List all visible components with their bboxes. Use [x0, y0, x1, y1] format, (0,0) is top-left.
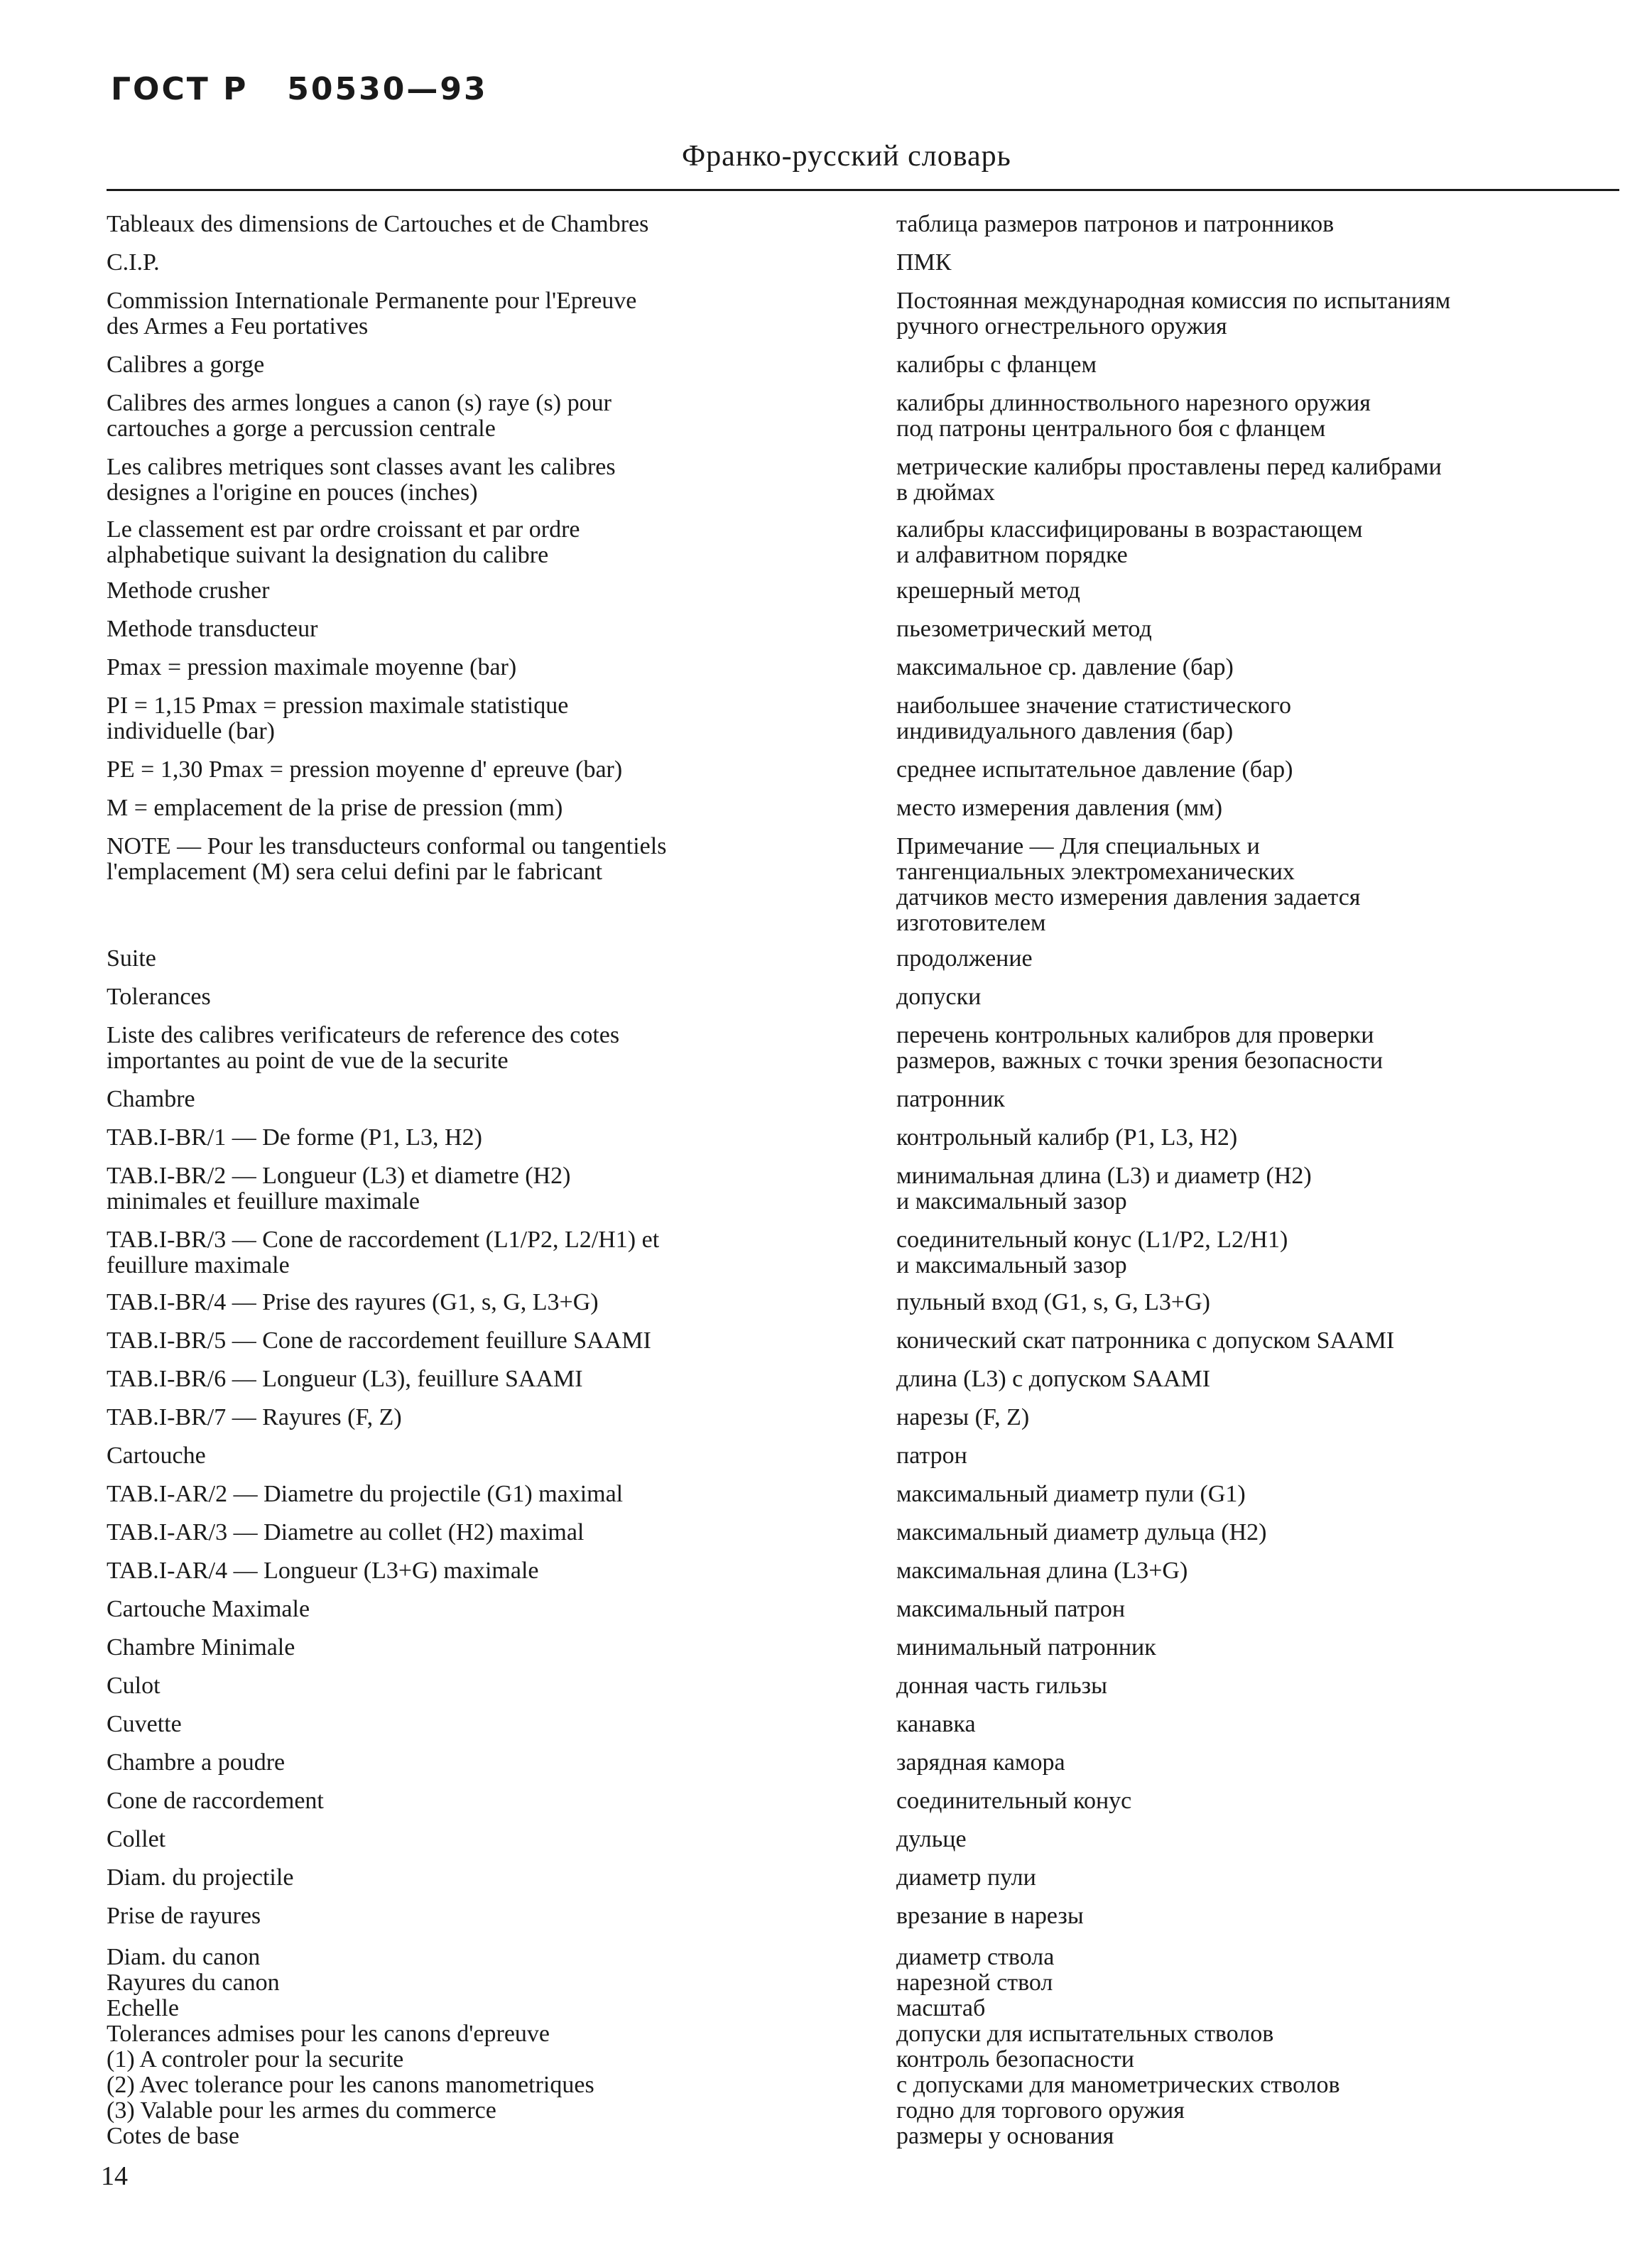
russian-term-line: контрольный калибр (P1, L3, H2): [896, 1124, 1238, 1151]
french-term-line: Commission Internationale Permanente pour l'Epreuve: [107, 288, 637, 314]
russian-term: [896, 391, 1371, 442]
french-term-line: Culot: [107, 1673, 161, 1699]
russian-term: [896, 1635, 1156, 1661]
french-term-line: TAB.I-BR/7 — Rayures (F, Z): [107, 1404, 402, 1430]
russian-term-line: контроль безопасности: [896, 2046, 1134, 2072]
french-term-line: TAB.I-BR/4 — Prise des rayures (G1, s, G, L3+G): [107, 1289, 599, 1315]
russian-term-line: размеры у основания: [896, 2123, 1114, 2149]
french-term-line: cartouches a gorge a percussion centrale: [107, 415, 496, 442]
french-term-line: minimales et feuillure maximale: [107, 1188, 420, 1215]
russian-term: [896, 1087, 1005, 1112]
french-term-line: importantes au point de vue de la securite: [107, 1048, 509, 1074]
french-term-line: Cuvette: [107, 1711, 182, 1737]
french-term-line: Diam. du canon: [107, 1944, 261, 1970]
french-term: [107, 1087, 195, 1112]
russian-term: [896, 288, 1450, 339]
french-term-line: Cone de raccordement: [107, 1788, 324, 1814]
french-term: [107, 1996, 179, 2021]
russian-term: [896, 1290, 1210, 1315]
russian-term-line: допуски: [896, 984, 982, 1010]
russian-term-line: патрон: [896, 1443, 967, 1469]
french-term: [107, 1023, 619, 1074]
french-term-line: Collet: [107, 1826, 166, 1852]
russian-term-line: под патроны центрального боя с фланцем: [896, 415, 1326, 442]
russian-term: [896, 1970, 1053, 1996]
page-title: Франко-русский словарь: [682, 140, 1011, 173]
russian-term-line: наибольшее значение статистического: [896, 692, 1291, 719]
russian-term: [896, 1827, 967, 1852]
french-term: [107, 1482, 623, 1507]
russian-term-line: продолжение: [896, 945, 1033, 972]
french-term-line: feuillure maximale: [107, 1252, 290, 1278]
french-term-line: Echelle: [107, 1995, 179, 2021]
french-term: [107, 2047, 403, 2072]
russian-term-line: среднее испытательное давление (бар): [896, 756, 1293, 783]
french-term-line: des Armes a Feu portatives: [107, 313, 369, 339]
russian-term-line: место измерения давления (мм): [896, 795, 1223, 821]
french-term: [107, 1520, 584, 1545]
page-number: 14: [101, 2161, 128, 2191]
french-term: [107, 655, 516, 680]
russian-term: [896, 1367, 1210, 1392]
russian-term-line: в дюймах: [896, 479, 995, 506]
french-term: [107, 578, 269, 604]
french-term-line: l'emplacement (M) sera celui defini par le fabricant: [107, 859, 603, 885]
russian-term-line: калибры длинноствольного нарезного оружия: [896, 390, 1371, 416]
french-term: [107, 2124, 239, 2149]
russian-term-line: ручного огнестрельного оружия: [896, 313, 1227, 339]
russian-term-line: и алфавитном порядке: [896, 542, 1128, 568]
russian-term: [896, 757, 1293, 783]
french-term: [107, 2072, 594, 2098]
french-term: [107, 288, 636, 339]
russian-term: [896, 1750, 1065, 1776]
russian-term-line: минимальная длина (L3) и диаметр (H2): [896, 1163, 1312, 1189]
french-term: [107, 757, 622, 783]
french-term-line: Tolerances: [107, 984, 211, 1010]
french-term-line: Cartouche Maximale: [107, 1596, 310, 1622]
russian-term: [896, 795, 1222, 821]
french-term-line: Pmax = pression maximale moyenne (bar): [107, 654, 517, 680]
french-term: [107, 1328, 651, 1354]
russian-term-line: максимальный диаметр дульца (H2): [896, 1519, 1267, 1545]
russian-term-line: максимальный диаметр пули (G1): [896, 1481, 1246, 1507]
document-code: ГОСТ Р 50530—93: [111, 71, 488, 107]
russian-term-line: конический скат патронника с допуском SAAMI: [896, 1327, 1395, 1354]
russian-term: [896, 1125, 1237, 1151]
french-term: [107, 616, 317, 642]
russian-term-line: нарезной ствол: [896, 1970, 1053, 1996]
french-term: [107, 1163, 571, 1215]
french-term-line: Tableaux des dimensions de Cartouches et de Chambres: [107, 211, 649, 237]
russian-term-line: минимальный патронник: [896, 1634, 1156, 1661]
french-term-line: Cotes de base: [107, 2123, 239, 2149]
french-term: [107, 1227, 659, 1278]
french-term-line: Liste des calibres verificateurs de reference des cotes: [107, 1022, 620, 1048]
russian-term-line: нарезы (F, Z): [896, 1404, 1030, 1430]
french-term: [107, 1405, 402, 1430]
russian-term: [896, 352, 1097, 378]
french-term-line: Diam. du projectile: [107, 1864, 294, 1891]
russian-term: [896, 2072, 1340, 2098]
french-term-line: individuelle (bar): [107, 718, 275, 744]
french-term: [107, 517, 580, 568]
russian-term: [896, 1903, 1084, 1929]
french-term-line: M = emplacement de la prise de pression (mm): [107, 795, 563, 821]
french-term-line: designes a l'origine en pouces (inches): [107, 479, 478, 506]
french-term-line: Tolerances admises pour les canons d'epreuve: [107, 2021, 550, 2047]
french-term: [107, 1750, 285, 1776]
russian-term: [896, 1673, 1107, 1699]
french-term-line: Suite: [107, 945, 156, 972]
russian-term: [896, 1227, 1288, 1278]
russian-term: [896, 1996, 985, 2021]
russian-term: [896, 250, 951, 276]
french-term: [107, 352, 264, 378]
russian-term-line: размеров, важных с точки зрения безопасности: [896, 1048, 1384, 1074]
french-term: [107, 946, 156, 972]
russian-term: [896, 1328, 1394, 1354]
french-term-line: Methode crusher: [107, 577, 270, 604]
russian-term-line: калибры с фланцем: [896, 352, 1097, 378]
french-term-line: TAB.I-BR/6 — Longueur (L3), feuillure SAAMI: [107, 1366, 583, 1392]
french-term: [107, 1827, 165, 1852]
french-term-line: TAB.I-BR/2 — Longueur (L3) et diametre (H2): [107, 1163, 571, 1189]
russian-term: [896, 693, 1291, 744]
russian-term-line: датчиков место измерения давления задается: [896, 884, 1361, 911]
french-term: [107, 1597, 310, 1622]
french-term: [107, 212, 648, 237]
french-term: [107, 1558, 538, 1584]
french-term-line: Prise de rayures: [107, 1903, 261, 1929]
french-term-line: Chambre a poudre: [107, 1749, 286, 1776]
french-term-line: Rayures du canon: [107, 1970, 280, 1996]
french-term-line: Les calibres metriques sont classes avant les calibres: [107, 454, 616, 480]
russian-term: [896, 517, 1363, 568]
russian-term-line: изготовителем: [896, 910, 1046, 936]
russian-term-line: метрические калибры проставлены перед калибрами: [896, 454, 1442, 480]
russian-term-line: врезание в нарезы: [896, 1903, 1084, 1929]
russian-term: [896, 616, 1152, 642]
french-term-line: TAB.I-AR/3 — Diametre au collet (H2) maximal: [107, 1519, 585, 1545]
russian-term: [896, 1558, 1188, 1584]
french-term: [107, 250, 160, 276]
french-term-line: TAB.I-AR/2 — Diametre du projectile (G1) maximal: [107, 1481, 624, 1507]
russian-term-line: таблица размеров патронов и патронников: [896, 211, 1335, 237]
french-term-line: (1) A controler pour la securite: [107, 2046, 404, 2072]
french-term-line: TAB.I-BR/3 — Cone de raccordement (L1/P2, L2/H1) et: [107, 1227, 660, 1253]
french-term-line: NOTE — Pour les transducteurs conformal ou tangentiels: [107, 833, 667, 859]
russian-term-line: перечень контрольных калибров для проверки: [896, 1022, 1374, 1048]
russian-term-line: и максимальный зазор: [896, 1252, 1127, 1278]
french-term-line: Calibres des armes longues a canon (s) raye (s) pour: [107, 390, 612, 416]
russian-term-line: пульный вход (G1, s, G, L3+G): [896, 1289, 1210, 1315]
russian-term: [896, 1788, 1131, 1814]
french-term: [107, 2021, 550, 2047]
russian-term-line: годно для торгового оружия: [896, 2097, 1185, 2124]
russian-term: [896, 1865, 1036, 1891]
russian-term-line: патронник: [896, 1086, 1005, 1112]
french-term: [107, 1945, 260, 1970]
french-term: [107, 1125, 482, 1151]
french-term-line: TAB.I-AR/4 — Longueur (L3+G) maximale: [107, 1558, 539, 1584]
french-term-line: TAB.I-BR/1 — De forme (P1, L3, H2): [107, 1124, 482, 1151]
french-term-line: C.I.P.: [107, 249, 160, 276]
french-term-line: TAB.I-BR/5 — Cone de raccordement feuillure SAAMI: [107, 1327, 651, 1354]
russian-term: [896, 1712, 976, 1737]
russian-term-line: донная часть гильзы: [896, 1673, 1107, 1699]
russian-term: [896, 834, 1360, 936]
russian-term-line: Примечание — Для специальных и: [896, 833, 1260, 859]
russian-term-line: соединительный конус: [896, 1788, 1132, 1814]
russian-term: [896, 212, 1334, 237]
russian-term-line: с допусками для манометрических стволов: [896, 2072, 1340, 2098]
russian-term: [896, 1597, 1125, 1622]
russian-term-line: канавка: [896, 1711, 976, 1737]
french-term: [107, 1367, 583, 1392]
russian-term: [896, 655, 1234, 680]
russian-term: [896, 2124, 1114, 2149]
russian-term-line: пьезометрический метод: [896, 616, 1152, 642]
french-term: [107, 984, 211, 1010]
russian-term-line: допуски для испытательных стволов: [896, 2021, 1274, 2047]
french-term: [107, 693, 568, 744]
russian-term: [896, 1163, 1312, 1215]
french-term-line: Chambre: [107, 1086, 195, 1112]
french-term: [107, 1865, 293, 1891]
russian-term-line: максимальный патрон: [896, 1596, 1126, 1622]
french-term: [107, 795, 563, 821]
russian-term: [896, 1520, 1266, 1545]
french-term-line: Le classement est par ordre croissant et par ordre: [107, 516, 580, 543]
russian-term-line: индивидуального давления (бар): [896, 718, 1234, 744]
russian-term: [896, 1945, 1054, 1970]
french-term: [107, 455, 616, 506]
russian-term-line: калибры классифицированы в возрастающем: [896, 516, 1363, 543]
french-term: [107, 834, 666, 885]
french-term-line: (2) Avec tolerance pour les canons manometriques: [107, 2072, 594, 2098]
russian-term-line: ПМК: [896, 249, 952, 276]
russian-term-line: зарядная камора: [896, 1749, 1065, 1776]
russian-term-line: и максимальный зазор: [896, 1188, 1127, 1215]
french-term: [107, 1635, 295, 1661]
russian-term-line: масштаб: [896, 1995, 986, 2021]
french-term-line: Cartouche: [107, 1443, 206, 1469]
russian-term: [896, 2021, 1273, 2047]
russian-term-line: Постоянная международная комиссия по испытаниям: [896, 288, 1451, 314]
french-term: [107, 2098, 496, 2124]
russian-term: [896, 1405, 1029, 1430]
russian-term-line: диаметр пули: [896, 1864, 1036, 1891]
french-term: [107, 1970, 280, 1996]
russian-term: [896, 2047, 1134, 2072]
russian-term-line: соединительный конус (L1/P2, L2/H1): [896, 1227, 1288, 1253]
russian-term-line: дульце: [896, 1826, 967, 1852]
russian-term: [896, 1023, 1383, 1074]
russian-term: [896, 455, 1442, 506]
russian-term-line: тангенциальных электромеханических: [896, 859, 1295, 885]
french-term: [107, 1443, 206, 1469]
french-term-line: Chambre Minimale: [107, 1634, 295, 1661]
russian-term-line: максимальное ср. давление (бар): [896, 654, 1234, 680]
french-term-line: Calibres a gorge: [107, 352, 265, 378]
russian-term: [896, 2098, 1185, 2124]
russian-term: [896, 946, 1033, 972]
russian-term: [896, 1482, 1246, 1507]
russian-term: [896, 1443, 967, 1469]
russian-term: [896, 984, 981, 1010]
french-term-line: Methode transducteur: [107, 616, 318, 642]
french-term: [107, 1712, 182, 1737]
french-term-line: PE = 1,30 Pmax = pression moyenne d' epreuve (bar): [107, 756, 623, 783]
french-term-line: alphabetique suivant la designation du calibre: [107, 542, 549, 568]
russian-term-line: максимальная длина (L3+G): [896, 1558, 1188, 1584]
russian-term: [896, 578, 1080, 604]
french-term: [107, 1673, 161, 1699]
russian-term-line: длина (L3) с допуском SAAMI: [896, 1366, 1211, 1392]
french-term-line: PI = 1,15 Pmax = pression maximale statistique: [107, 692, 569, 719]
french-term: [107, 1290, 599, 1315]
russian-term-line: диаметр ствола: [896, 1944, 1055, 1970]
french-term-line: (3) Valable pour les armes du commerce: [107, 2097, 496, 2124]
russian-term-line: крешерный метод: [896, 577, 1080, 604]
french-term: [107, 1788, 324, 1814]
french-term: [107, 1903, 261, 1929]
french-term: [107, 391, 612, 442]
